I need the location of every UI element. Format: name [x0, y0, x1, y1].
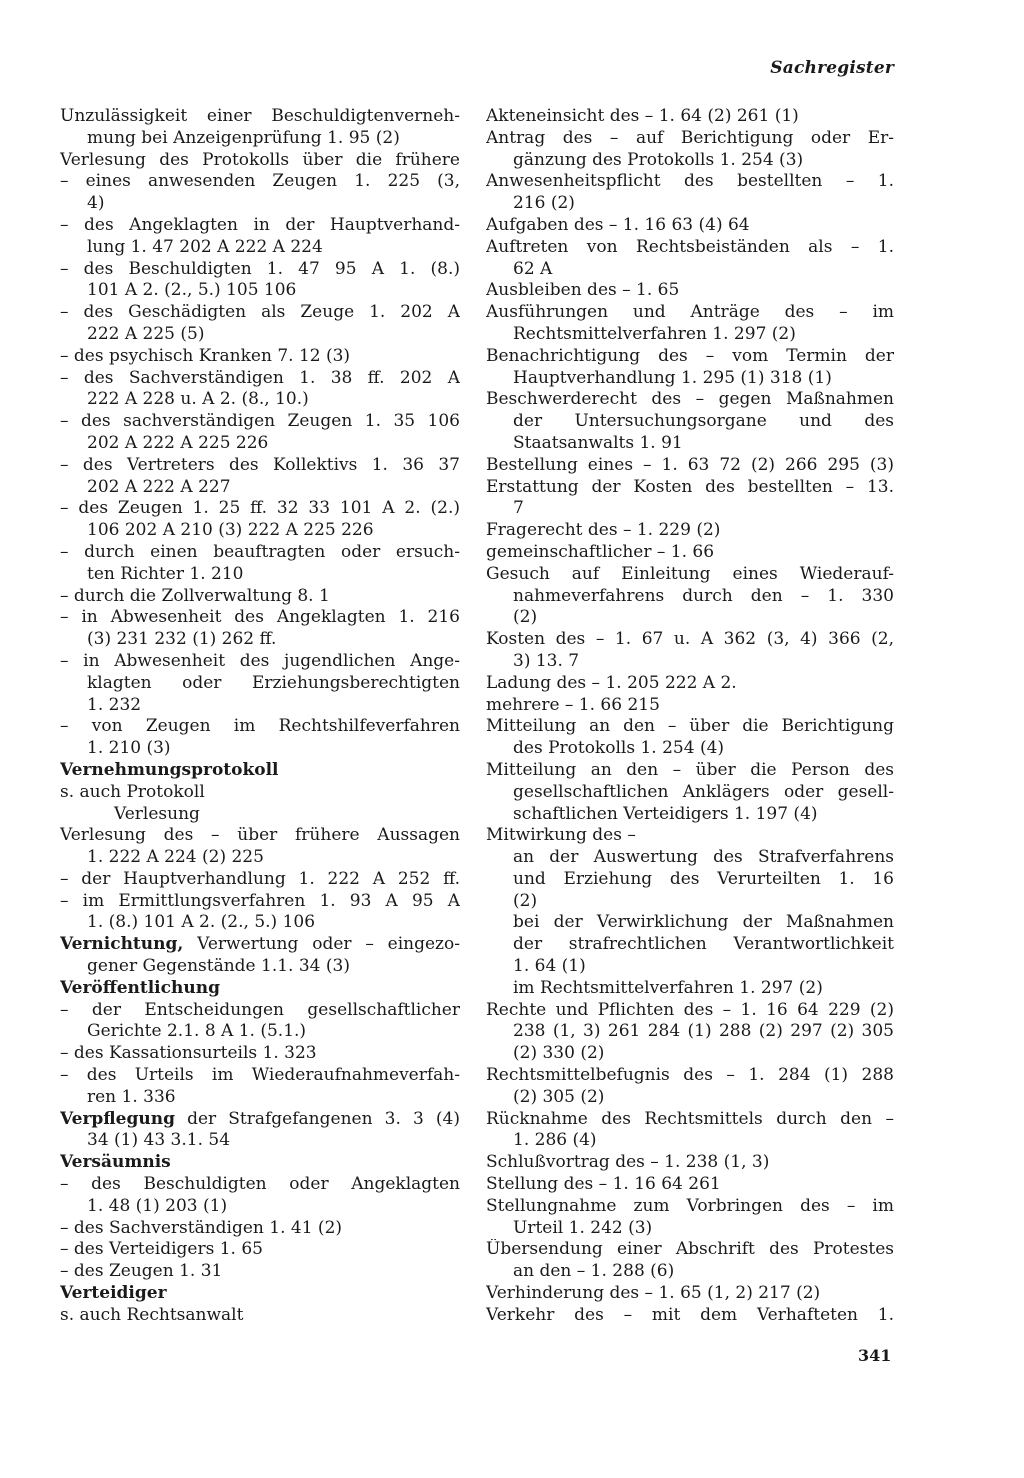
index-line: gesellschaftlichen Anklägers oder gesell- [513, 781, 894, 802]
index-line: (2) 330 (2) [513, 1043, 605, 1064]
running-header: Sachregister [770, 58, 894, 78]
index-line: 1. 232 [87, 694, 142, 715]
index-line: Rechte und Pflichten des – 1. 16 64 229 (2) [486, 999, 894, 1020]
index-line: 1. 48 (1) 203 (1) [87, 1195, 228, 1216]
index-line: Verkehr des – mit dem Verhafteten 1. [486, 1304, 894, 1325]
index-line: 106 202 A 210 (3) 222 A 225 226 [87, 520, 374, 541]
index-line: 238 (1, 3) 261 284 (1) 288 (2) 297 (2) 305 [513, 1021, 894, 1042]
index-line: Erstattung der Kosten des bestellten – 13. [486, 476, 894, 497]
index-heading-term: Verpflegung [60, 1108, 175, 1129]
index-line: Mitwirkung des – [486, 825, 636, 846]
index-line: – des Beschuldigten oder Angeklagten [60, 1174, 460, 1195]
index-line: s. auch Protokoll [60, 781, 205, 802]
index-line: – des Angeklagten in der Hauptverhand- [60, 214, 460, 235]
index-line: 222 A 225 (5) [87, 323, 205, 344]
index-line: Stellung des – 1. 16 64 261 [486, 1174, 721, 1195]
index-line: – des Zeugen 1. 25 ff. 32 33 101 A 2. (2.) [60, 498, 460, 519]
index-line: Rechtsmittelbefugnis des – 1. 284 (1) 288 [486, 1065, 894, 1086]
index-line: Stellungnahme zum Vorbringen des – im [486, 1195, 894, 1216]
index-line: Bestellung eines – 1. 63 72 (2) 266 295 (3) [486, 454, 894, 475]
index-line: – des Kassationsurteils 1. 323 [60, 1043, 317, 1064]
index-line: – des Beschuldigten 1. 47 95 A 1. (8.) [60, 258, 460, 279]
index-line: 62 A [513, 258, 553, 279]
index-line: 202 A 222 A 227 [87, 476, 231, 497]
index-line: Auftreten von Rechtsbeiständen als – 1. [486, 236, 894, 257]
index-line: 7 [513, 498, 524, 519]
index-line: 1. 222 A 224 (2) 225 [87, 847, 264, 868]
index-line: Gesuch auf Einleitung eines Wiederauf- [486, 563, 894, 584]
index-line: – der Hauptverhandlung 1. 222 A 252 ff. [60, 868, 460, 889]
index-line: (3) 231 232 (1) 262 ff. [87, 629, 277, 650]
index-line: 216 (2) [513, 193, 575, 214]
index-line: – im Ermittlungsverfahren 1. 93 A 95 A [60, 890, 460, 911]
index-line: – in Abwesenheit des Angeklagten 1. 216 [60, 607, 460, 628]
page-number: 341 [858, 1346, 892, 1365]
index-line: – des Vertreters des Kollektivs 1. 36 37 [60, 454, 460, 475]
index-line: 222 A 228 u. A 2. (8., 10.) [87, 389, 309, 410]
index-line: bei der Verwirklichung der Maßnahmen [513, 912, 894, 933]
index-line: 3) 13. 7 [513, 650, 580, 671]
index-line: – des sachverständigen Zeugen 1. 35 106 [60, 411, 460, 432]
index-line: 1. 210 (3) [87, 738, 171, 759]
index-line: 202 A 222 A 225 226 [87, 432, 269, 453]
index-line: Staatsanwalts 1. 91 [513, 432, 683, 453]
index-line: Akteneinsicht des – 1. 64 (2) 261 (1) [486, 106, 799, 126]
index-line: Hauptverhandlung 1. 295 (1) 318 (1) [513, 367, 832, 388]
index-line: ten Richter 1. 210 [87, 563, 244, 584]
index-line: – durch einen beauftragten oder ersuch- [60, 541, 460, 562]
index-line: 34 (1) 43 3.1. 54 [87, 1130, 231, 1151]
index-heading: Vernehmungsprotokoll [60, 759, 279, 780]
index-heading: Versäumnis [60, 1152, 171, 1173]
index-line: Mitteilung an den – über die Berichtigung [486, 716, 894, 737]
index-line: s. auch Rechtsanwalt [60, 1304, 244, 1325]
index-line: Schlußvortrag des – 1. 238 (1, 3) [486, 1152, 770, 1173]
index-line: 1. (8.) 101 A 2. (2., 5.) 106 [87, 912, 316, 933]
index-line: mehrere – 1. 66 215 [486, 694, 660, 715]
index-line: Ladung des – 1. 205 222 A 2. [486, 672, 737, 693]
index-line: – der Entscheidungen gesellschaftlicher [60, 999, 460, 1020]
index-line: – des psychisch Kranken 7. 12 (3) [60, 345, 351, 366]
index-heading: Veröffentlichung [60, 977, 220, 998]
index-line: Ausbleiben des – 1. 65 [486, 280, 680, 301]
index-line: – in Abwesenheit des jugendlichen Ange- [60, 650, 460, 671]
index-heading-term: Vernichtung, [60, 934, 184, 955]
index-line: – des Sachverständigen 1. 38 ff. 202 A [60, 367, 460, 388]
index-line: – des Sachverständigen 1. 41 (2) [60, 1217, 343, 1238]
index-line: (2) [513, 890, 538, 911]
index-line: Anwesenheitspflicht des bestellten – 1. [486, 171, 894, 192]
index-line: klagten oder Erziehungsberechtigten [87, 672, 460, 693]
index-line: Verlesung des – über frühere Aussagen [60, 825, 460, 846]
index-line: (2) 305 (2) [513, 1086, 605, 1107]
index-line: gener Gegenstände 1.1. 34 (3) [87, 956, 350, 977]
index-line: ren 1. 336 [87, 1086, 176, 1107]
index-line: an den – 1. 288 (6) [513, 1261, 675, 1282]
index-heading: Verteidiger [60, 1283, 167, 1304]
index-line: Mitteilung an den – über die Person des [486, 759, 894, 780]
index-line: mung bei Anzeigenprüfung 1. 95 (2) [87, 127, 400, 148]
index-line: Aufgaben des – 1. 16 63 (4) 64 [486, 214, 750, 235]
index-line: Urteil 1. 242 (3) [513, 1217, 653, 1238]
index-line: der strafrechtlichen Verantwortlichkeit [513, 934, 894, 955]
index-line: – eines anwesenden Zeugen 1. 225 (3, [60, 171, 460, 192]
index-line: gemeinschaftlicher – 1. 66 [486, 541, 715, 562]
index-line: 1. 64 (1) [513, 956, 586, 977]
index-line: Verlesung des Protokolls über die frühere [60, 149, 460, 170]
index-line: Rücknahme des Rechtsmittels durch den – [486, 1108, 894, 1129]
index-line: Vernichtung, Verwertung oder – eingezo- [60, 934, 460, 955]
index-line: Beschwerderecht des – gegen Maßnahmen [486, 389, 894, 410]
index-line: Übersendung einer Abschrift des Protestes [486, 1239, 894, 1260]
index-line: Fragerecht des – 1. 229 (2) [486, 520, 721, 541]
index-line: – des Urteils im Wiederaufnahmeverfah- [60, 1065, 460, 1086]
index-line: nahmeverfahrens durch den – 1. 330 [513, 585, 894, 606]
index-line: 4) [87, 193, 105, 214]
index-line: Verpflegung der Strafgefangenen 3. 3 (4) [60, 1108, 460, 1129]
index-line: Antrag des – auf Berichtigung oder Er- [486, 127, 894, 148]
index-line: des Protokolls 1. 254 (4) [513, 738, 725, 759]
index-line: an der Auswertung des Strafverfahrens [513, 847, 894, 868]
index-line: – des Verteidigers 1. 65 [60, 1239, 263, 1260]
index-line: Rechtsmittelverfahren 1. 297 (2) [513, 323, 796, 344]
index-line: Kosten des – 1. 67 u. A 362 (3, 4) 366 (2, [486, 629, 894, 650]
index-column-right [486, 106, 894, 1327]
index-line: Gerichte 2.1. 8 A 1. (5.1.) [87, 1021, 307, 1042]
index-line: Unzulässigkeit einer Beschuldigtenverneh- [60, 106, 460, 126]
index-line: Verlesung [114, 803, 200, 824]
index-line: lung 1. 47 202 A 222 A 224 [87, 236, 323, 257]
index-line: schaftlichen Verteidigers 1. 197 (4) [513, 803, 818, 824]
index-line: und Erziehung des Verurteilten 1. 16 [513, 868, 894, 889]
index-line: im Rechtsmittelverfahren 1. 297 (2) [513, 977, 823, 998]
index-line: 1. 286 (4) [513, 1130, 597, 1151]
index-line: Verhinderung des – 1. 65 (1, 2) 217 (2) [486, 1283, 821, 1304]
index-line: der Untersuchungsorgane und des [513, 411, 894, 432]
index-line: – durch die Zollverwaltung 8. 1 [60, 585, 330, 606]
index-line: 101 A 2. (2., 5.) 105 106 [87, 280, 297, 301]
index-line: Ausführungen und Anträge des – im [486, 302, 894, 323]
index-line: – des Geschädigten als Zeuge 1. 202 A [60, 302, 460, 323]
index-line: – des Zeugen 1. 31 [60, 1261, 223, 1282]
index-line: (2) [513, 607, 538, 628]
index-column-left [60, 106, 460, 1327]
index-line: gänzung des Protokolls 1. 254 (3) [513, 149, 804, 170]
index-line: Benachrichtigung des – vom Termin der [486, 345, 894, 366]
index-line: – von Zeugen im Rechtshilfeverfahren [60, 716, 460, 737]
